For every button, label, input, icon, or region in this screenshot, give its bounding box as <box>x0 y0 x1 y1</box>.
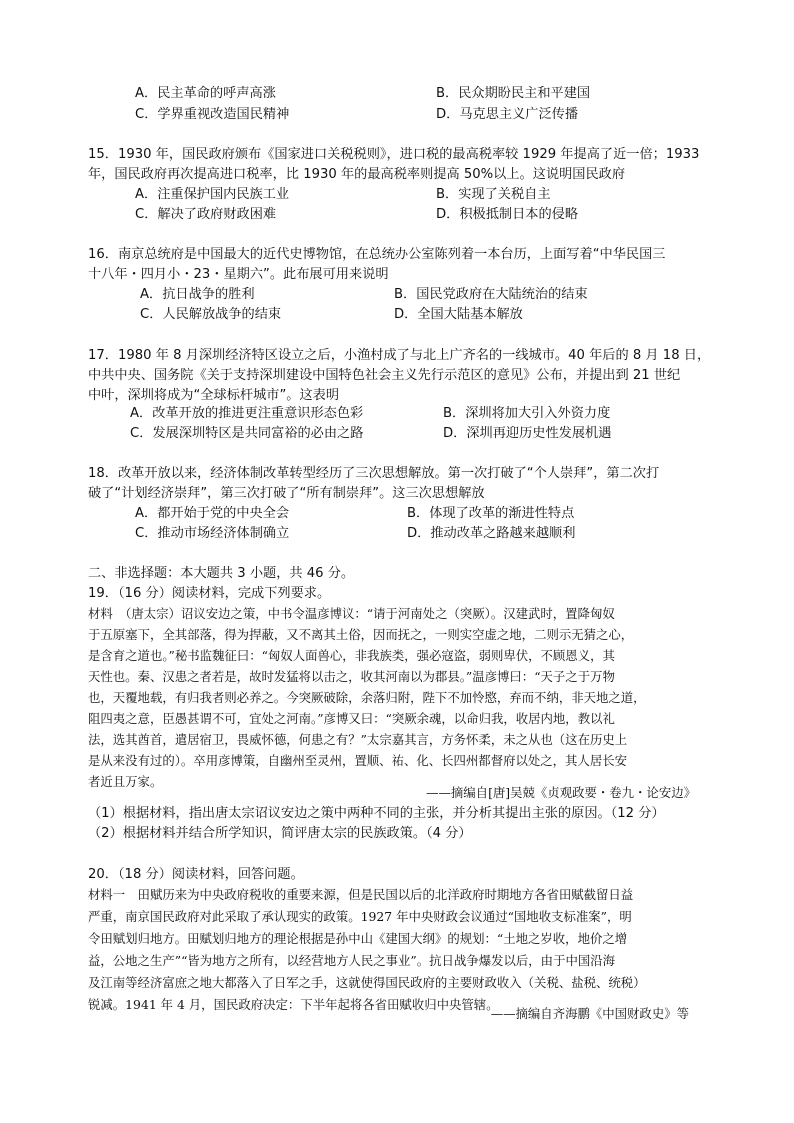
q19-material-line-3: 是含育之道也。”秘书监魏征曰：“匈奴人面兽心，非我族类，强必寇盗，弱则卑伏，不顾恩义，其 <box>88 648 615 663</box>
q20-material-line-4: 益，公地之生产”“皆为地方之所有，以经营地方人民之事业”。抗日战争爆发以后，由于中国沿海 <box>88 953 616 968</box>
q16-stem-line-2: 十八年・四月小・23・星期六”。此布展可用来说明 <box>88 267 389 282</box>
q17-stem-line-1: 17．1980 年 8 月深圳经济特区设立之后，小渔村成了与北上广齐名的一线城市。40 年后的 8 月 18 日， <box>88 348 711 363</box>
q17-option-c: C．发展深圳特区是共同富裕的必由之路 <box>130 426 364 441</box>
q19-material-line-4: 天性也。秦、汉患之者若是，故时发猛将以击之，收其河南以为郡县。”温彦博曰：“天子之于万物 <box>88 669 615 684</box>
q15-option-a: A．注重保护国内民族工业 <box>135 187 290 202</box>
q14-option-c: C．学界重视改造国民精神 <box>135 107 290 122</box>
q20-material-line-1: 材料一 田赋历来为中央政府税收的重要来源，但是民国以后的北洋政府时期地方各省田赋截留日益 <box>88 887 634 902</box>
q19-source: ——摘编自[唐]吴兢《贞观政要・卷九・论安边》 <box>426 785 696 800</box>
q17-option-a: A．改革开放的推进更注重意识形态色彩 <box>130 406 364 421</box>
q19-material-line-7: 法，选其酋首，遣居宿卫，畏威怀德，何患之有？”太宗嘉其言，方务怀柔，未之从也（这在历史上 <box>88 732 628 747</box>
q20-material-line-2: 严重，南京国民政府对此采取了承认现实的政策。1927 年中央财政会议通过“国地收支标准案”，明 <box>88 909 632 924</box>
q18-option-a: A．都开始于党的中央全会 <box>135 506 290 521</box>
q15-stem-line-2: 年，国民政府再次提高进口税率，比 1930 年的最高税率则提高 50%以上。这说明国民政府 <box>88 167 626 182</box>
q15-option-b: B．实现了关税自主 <box>436 187 551 202</box>
q19-material-line-8: 是从来没有过的）。卒用彦博策，自幽州至灵州，置顺、祐、化、长四州都督府以处之，其人居长安 <box>88 753 627 768</box>
q20-source: ——摘编自齐海鹏《中国财政史》等 <box>490 1006 689 1021</box>
q19-requirement-1: （1）根据材料，指出唐太宗诏议安边之策中两种不同的主张，并分析其提出主张的原因。（12 分） <box>88 806 665 821</box>
q19-material-line-1: 材料 （唐太宗）诏议安边之策，中书令温彦博议：“请于河南处之（突厥）。汉建武时，置降匈奴 <box>88 606 615 621</box>
q16-stem-line-1: 16．南京总统府是中国最大的近代史博物馆，在总统办公室陈列着一本台历，上面写着“中华民国三 <box>88 247 666 262</box>
q18-stem-line-2: 破了“计划经济崇拜”，第三次打破了“所有制崇拜”。这三次思想解放 <box>88 486 485 501</box>
q19-material-line-9: 者近且万家。 <box>88 774 163 789</box>
q20-material-line-6: 锐减。1941 年 4 月，国民政府决定：下半年起将各省田赋收归中央管辖。 <box>88 997 499 1012</box>
q14-option-a: A．民主革命的呼声高涨 <box>135 86 276 101</box>
q19-material-line-5: 也，天覆地载，有归我者则必养之。今突厥破除，余落归附，陛下不加怜愍，弃而不纳，非天地之道， <box>88 690 646 705</box>
q20-material-line-3: 令田赋划归地方。田赋划归地方的理论根据是孙中山《建国大纲》的规划：“土地之岁收，地价之增 <box>88 931 628 946</box>
q15-option-c: C．解决了政府财政困难 <box>135 207 277 222</box>
q16-option-d: D．全国大陆基本解放 <box>394 307 523 322</box>
q16-option-b: B．国民党政府在大陆统治的结束 <box>394 287 588 302</box>
q16-option-a: A．抗日战争的胜利 <box>140 287 255 302</box>
q17-option-d: D．深圳再迎历史性发展机遇 <box>443 426 612 441</box>
q14-option-d: D．马克思主义广泛传播 <box>436 107 579 122</box>
q17-stem-line-2: 中共中央、国务院《关于支持深圳建设中国特色社会主义先行示范区的意见》公布，并提出到 21 世纪 <box>88 368 681 383</box>
q19-material-line-6: 阻四夷之意，臣愚甚谓不可，宜处之河南。”彦博又曰：“突厥余魂，以命归我，收居内地，教以礼 <box>88 711 615 726</box>
q19-title: 19．（16 分）阅读材料，完成下列要求。 <box>88 586 331 601</box>
q15-stem-line-1: 15．1930 年，国民政府颁布《国家进口关税税则》，进口税的最高税率较 1929 年提高了近一倍；1933 <box>88 147 700 162</box>
q18-stem-line-1: 18．改革开放以来，经济体制改革转型经历了三次思想解放。第一次打破了“个人崇拜”，第二次打 <box>88 466 660 481</box>
q18-option-d: D．推动改革之路越来越顺利 <box>407 526 576 541</box>
q20-material-line-5: 及江南等经济富庶之地大都落入了日军之手，这就使得国民政府的主要财政收入（关税、盐税、统税） <box>88 975 646 990</box>
section-2-heading: 二、非选择题：本大题共 3 小题，共 46 分。 <box>88 566 355 581</box>
q18-option-b: B．体现了改革的渐进性特点 <box>407 506 575 521</box>
q14-option-b: B．民众期盼民主和平建国 <box>436 86 591 101</box>
q15-option-d: D．积极抵制日本的侵略 <box>436 207 579 222</box>
q17-stem-line-3: 中叶，深圳将成为“全球标杆城市”。这表明 <box>88 388 340 403</box>
q20-title: 20．（18 分）阅读材料，回答问题。 <box>88 867 304 882</box>
q19-requirement-2: （2）根据材料并结合所学知识，简评唐太宗的民族政策。（4 分） <box>88 826 472 841</box>
q16-option-c: C．人民解放战争的结束 <box>140 307 282 322</box>
q18-option-c: C．推动市场经济体制确立 <box>135 526 290 541</box>
q17-option-b: B．深圳将加大引入外资力度 <box>443 406 611 421</box>
q19-material-line-2: 于五原塞下，全其部落，得为捍蔽，又不离其土俗，因而抚之，一则实空虚之地，二则示无猜之心， <box>88 627 634 642</box>
